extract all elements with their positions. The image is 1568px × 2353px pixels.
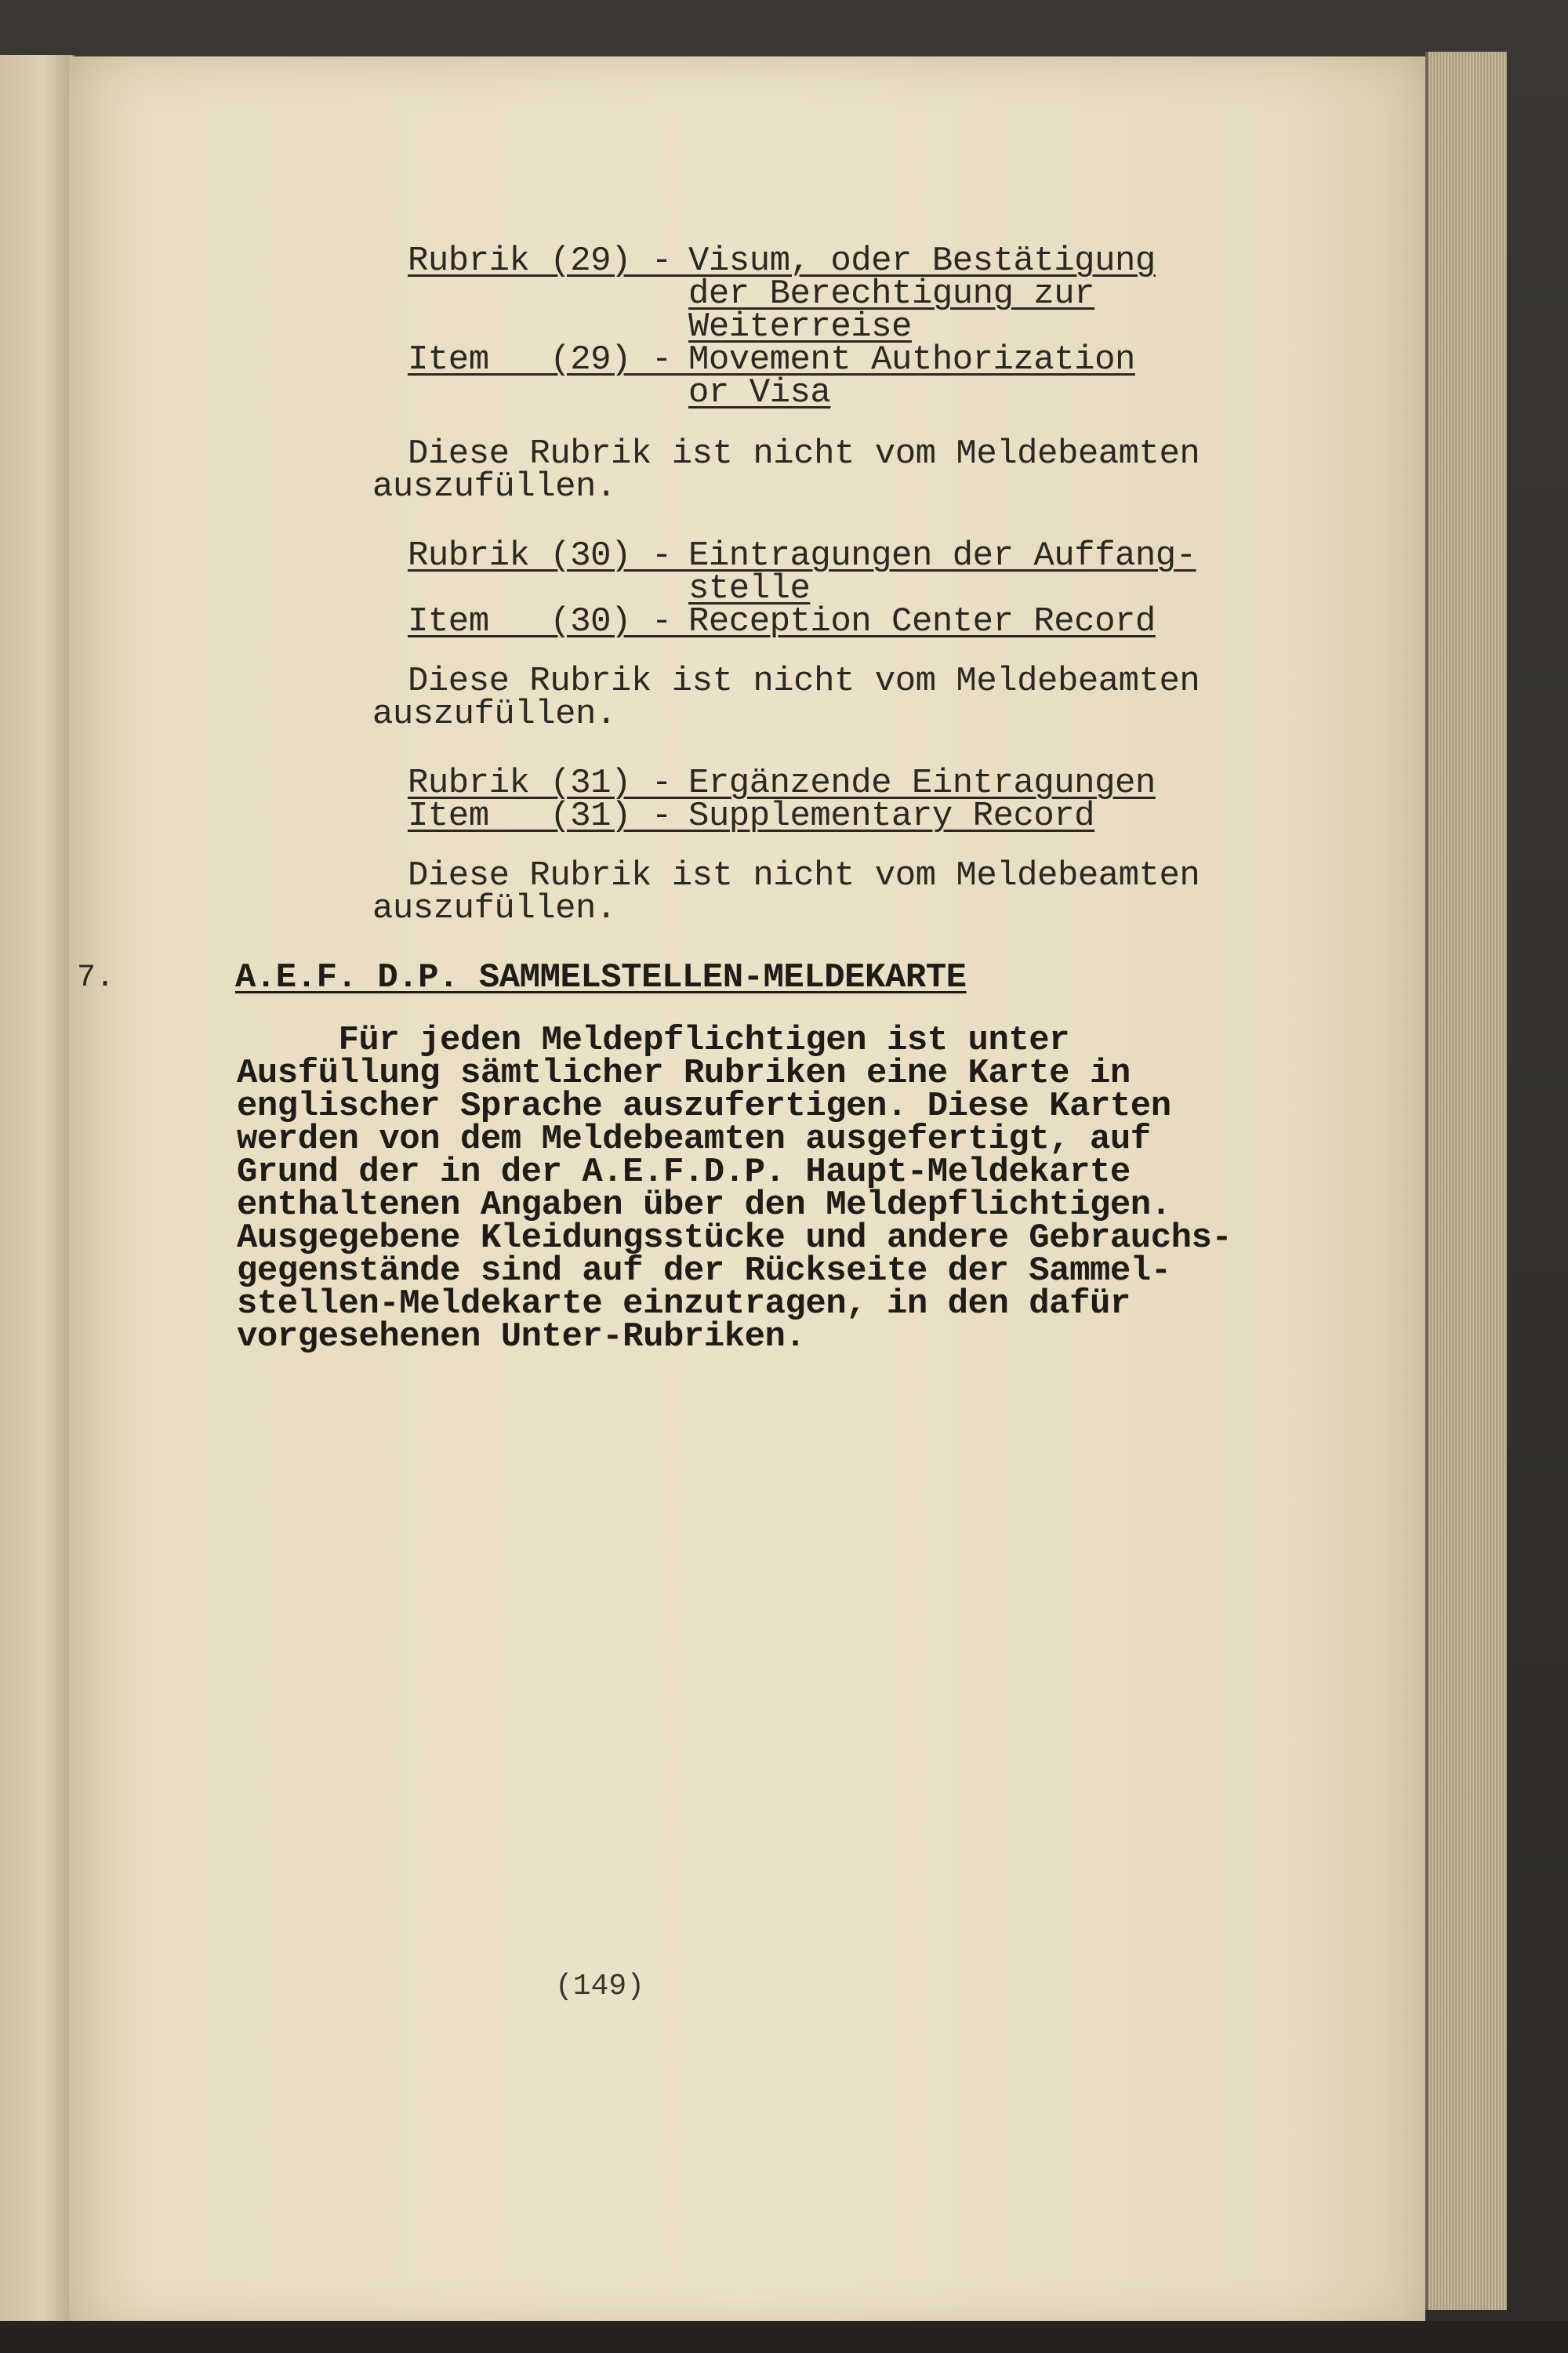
paragraph-line: Ausfüllung sämtlicher Rubriken eine Karte in — [237, 1054, 1131, 1093]
rubrik-30-label: Rubrik (30) - — [408, 536, 692, 576]
rubrik-30-note-line2: auszufüllen. — [372, 695, 616, 734]
paragraph-line: Ausgegebene Kleidungsstücke und andere Gebrauchs- — [237, 1218, 1232, 1258]
item-31-label: Item (31) - — [408, 797, 692, 836]
rubrik-29-note-line1: Diese Rubrik ist nicht vom Meldebeamten — [408, 434, 1200, 474]
rubrik-31-note-line2: auszufüllen. — [372, 889, 616, 928]
paragraph-line: vorgesehenen Unter-Rubriken. — [237, 1317, 806, 1356]
rubrik-30-note-line1: Diese Rubrik ist nicht vom Meldebeamten — [408, 662, 1200, 701]
rubrik-29-title-line2: der Berechtigung zur — [688, 274, 1095, 314]
paragraph-line: enthaltenen Angaben über den Meldepflichtigen. — [237, 1186, 1171, 1225]
page-number: (149) — [555, 1970, 645, 2003]
item-30-title-line1: Reception Center Record — [688, 602, 1156, 641]
section-heading: A.E.F. D.P. SAMMELSTELLEN-MELDEKARTE — [235, 958, 967, 997]
rubrik-31-title-line1: Ergänzende Eintragungen — [688, 764, 1156, 803]
rubrik-29-label: Rubrik (29) - — [408, 241, 692, 281]
item-31-title-line1: Supplementary Record — [688, 797, 1095, 836]
left-page-edge — [0, 55, 74, 2329]
page-edges-stack — [1425, 52, 1507, 2310]
paragraph-line: gegenstände sind auf der Rückseite der Sammel- — [237, 1251, 1171, 1291]
section-number: 7. — [77, 960, 115, 996]
item-29-title-line2: or Visa — [688, 373, 831, 412]
item-30-label: Item (30) - — [408, 602, 692, 641]
rubrik-29-note-line2: auszufüllen. — [372, 467, 616, 507]
rubrik-30-title-line1: Eintragungen der Auffang- — [688, 536, 1196, 576]
rubrik-29-title-line1: Visum, oder Bestätigung — [688, 241, 1156, 281]
rubrik-31-label: Rubrik (31) - — [408, 764, 692, 803]
rubrik-30-title-line2: stelle — [688, 569, 811, 608]
paragraph-line: Grund der in der A.E.F.D.P. Haupt-Meldekarte — [237, 1153, 1131, 1192]
paragraph-line: werden von dem Meldebeamten ausgefertigt, auf — [237, 1120, 1151, 1159]
rubrik-31-note-line1: Diese Rubrik ist nicht vom Meldebeamten — [408, 856, 1200, 895]
paragraph-line: Für jeden Meldepflichtigen ist unter — [237, 1021, 1070, 1060]
paragraph-line: englischer Sprache auszufertigen. Diese Karten — [237, 1087, 1171, 1126]
paragraph-line: stellen-Meldekarte einzutragen, in den dafür — [237, 1284, 1131, 1324]
item-29-label: Item (29) - — [408, 340, 692, 379]
section-paragraph — [237, 1021, 1232, 1356]
bottom-background — [0, 2321, 1568, 2353]
rubrik-29-title-line3: Weiterreise — [688, 307, 912, 347]
item-29-title-line1: Movement Authorization — [688, 340, 1135, 379]
